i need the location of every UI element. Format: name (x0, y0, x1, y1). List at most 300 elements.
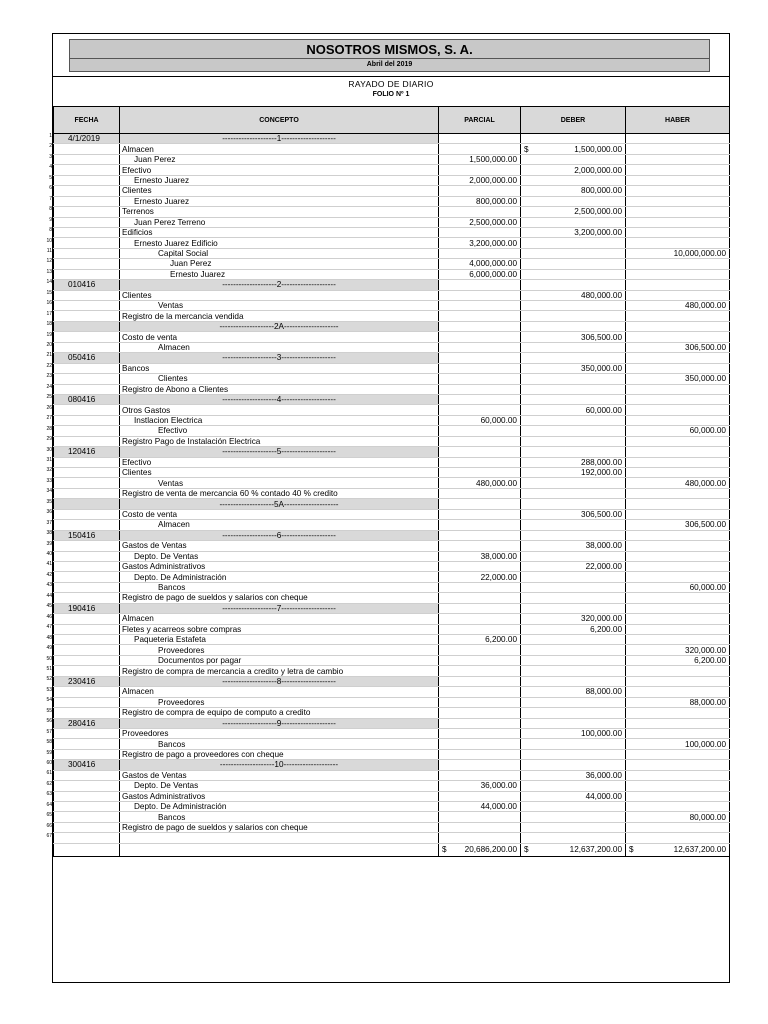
column-header-debe: DEBER (521, 107, 626, 134)
table-row (54, 301, 730, 311)
row-number: 20 (46, 342, 52, 348)
cell-debe (521, 207, 626, 217)
cell-parcial (439, 447, 521, 457)
table-row (54, 436, 730, 446)
row-number: 13 (46, 268, 52, 275)
cell-concepto: Bancos (120, 363, 439, 373)
cell-concepto: Efectivo (120, 426, 439, 436)
cell-debe (521, 217, 626, 227)
cell-fecha (54, 301, 120, 311)
table-row (54, 572, 730, 582)
cell-debe (521, 561, 626, 571)
cell-haber (626, 353, 730, 363)
row-number: 1 (49, 133, 52, 139)
cell-haber (626, 468, 730, 478)
cell-concepto: --------------------2A-------------------- (120, 321, 439, 331)
cell-parcial (439, 697, 521, 707)
cell-haber (626, 144, 730, 154)
table-row (54, 238, 730, 248)
cell-debe (521, 290, 626, 300)
debe-value: 60,000.00 (585, 405, 622, 415)
cell-haber (626, 405, 730, 415)
cell-fecha (54, 415, 120, 425)
cell-concepto: Registro de Abono a Clientes (120, 384, 439, 394)
cell-haber: 306,500.00 (626, 342, 730, 352)
row-number: 48 (46, 634, 52, 641)
cell-parcial (439, 342, 521, 352)
cell-haber (626, 196, 730, 206)
row-number: 21 (46, 352, 52, 359)
cell-fecha (54, 520, 120, 530)
cell-debe (521, 468, 626, 478)
table-row (54, 457, 730, 467)
cell-fecha (54, 363, 120, 373)
cell-fecha (54, 822, 120, 832)
cell-debe (521, 655, 626, 665)
cell-haber (626, 321, 730, 331)
cell-debe (521, 499, 626, 509)
cell-debe (521, 144, 626, 154)
row-number: 36 (46, 509, 52, 516)
total-value: 12,637,200.00 (569, 845, 622, 855)
debe-value: 1,500,000.00 (574, 144, 622, 154)
table-row (54, 635, 730, 645)
cell-haber: 320,000.00 (626, 645, 730, 655)
cell-parcial (439, 749, 521, 759)
cell-parcial (439, 499, 521, 509)
cell-parcial (439, 520, 521, 530)
table-row (54, 530, 730, 540)
debe-value: 100,000.00 (581, 729, 622, 739)
cell-concepto: Almacen (120, 144, 439, 154)
cell-debe (521, 154, 626, 164)
debe-value: 2,500,000.00 (574, 207, 622, 217)
journal-title: RAYADO DE DIARIO (348, 79, 434, 89)
cell-debe (521, 353, 626, 363)
row-number: 9 (49, 216, 52, 223)
row-number: 5 (49, 174, 52, 181)
row-number: 52 (46, 676, 52, 683)
cell-fecha (54, 426, 120, 436)
cell-debe (521, 520, 626, 530)
table-row (54, 175, 730, 185)
cell-parcial: 6,200.00 (439, 635, 521, 645)
row-number: 65 (46, 812, 52, 819)
cell-fecha (54, 165, 120, 175)
cell-debe (521, 708, 626, 718)
row-number: 61 (46, 770, 52, 777)
table-row (54, 770, 730, 780)
cell-haber (626, 822, 730, 832)
cell-debe (521, 833, 626, 843)
cell-debe (521, 666, 626, 676)
table-row (54, 478, 730, 488)
table-row (54, 499, 730, 509)
row-number: 59 (46, 749, 52, 756)
cell-haber (626, 217, 730, 227)
cell-concepto: Almacen (120, 342, 439, 352)
cell-parcial: 2,500,000.00 (439, 217, 521, 227)
cell-haber (626, 593, 730, 603)
debe-value: 38,000.00 (585, 541, 622, 551)
cell-debe (521, 321, 626, 331)
cell-debe (521, 301, 626, 311)
cell-haber: 480,000.00 (626, 478, 730, 488)
table-row (54, 676, 730, 686)
row-number: 45 (46, 603, 52, 610)
cell-parcial (439, 812, 521, 822)
row-number: 42 (46, 571, 52, 578)
totals-blank-fecha (54, 843, 120, 856)
cell-fecha (54, 478, 120, 488)
cell-haber (626, 541, 730, 551)
cell-fecha (54, 405, 120, 415)
debe-value: 22,000.00 (585, 562, 622, 572)
cell-haber (626, 447, 730, 457)
cell-fecha (54, 290, 120, 300)
cell-haber (626, 259, 730, 269)
cell-haber (626, 624, 730, 634)
cell-concepto: --------------------5A-------------------- (120, 499, 439, 509)
cell-concepto: Paqueteria Estafeta (120, 635, 439, 645)
cell-fecha (54, 655, 120, 665)
cell-parcial (439, 227, 521, 237)
cell-fecha (54, 687, 120, 697)
cell-haber: 60,000.00 (626, 582, 730, 592)
column-header-haber: HABER (626, 107, 730, 134)
row-number: 26 (46, 404, 52, 411)
cell-debe (521, 342, 626, 352)
cell-fecha: 120416 (54, 447, 120, 457)
cell-parcial (439, 624, 521, 634)
cell-debe (521, 728, 626, 738)
debe-value: 192,000.00 (581, 468, 622, 478)
cell-haber (626, 635, 730, 645)
row-number: 49 (46, 645, 52, 652)
row-number: 32 (46, 467, 52, 474)
cell-parcial: 44,000.00 (439, 802, 521, 812)
cell-debe (521, 384, 626, 394)
cell-concepto: --------------------4-------------------- (120, 394, 439, 404)
cell-debe (521, 196, 626, 206)
cell-fecha (54, 645, 120, 655)
cell-haber: 80,000.00 (626, 812, 730, 822)
cell-fecha (54, 541, 120, 551)
cell-parcial (439, 509, 521, 519)
cell-fecha (54, 238, 120, 248)
cell-concepto: Efectivo (120, 165, 439, 175)
totals-row (54, 843, 730, 856)
cell-parcial: 2,000,000.00 (439, 175, 521, 185)
cell-haber (626, 457, 730, 467)
cell-fecha (54, 384, 120, 394)
cell-haber: 60,000.00 (626, 426, 730, 436)
debe-value: 306,500.00 (581, 332, 622, 342)
cell-fecha (54, 812, 120, 822)
cell-haber (626, 676, 730, 686)
table-row (54, 488, 730, 498)
cell-fecha (54, 311, 120, 321)
cell-concepto: Gastos Administrativos (120, 791, 439, 801)
table-row (54, 791, 730, 801)
table-row (54, 708, 730, 718)
cell-haber (626, 603, 730, 613)
cell-debe (521, 394, 626, 404)
debe-value: 350,000.00 (581, 363, 622, 373)
currency-symbol: $ (524, 845, 529, 855)
cell-parcial (439, 186, 521, 196)
cell-parcial (439, 394, 521, 404)
period-label: Abril del 2019 (69, 59, 710, 72)
cell-fecha (54, 144, 120, 154)
cell-debe (521, 227, 626, 237)
debe-value: 6,200.00 (590, 624, 622, 634)
currency-symbol: $ (442, 845, 447, 855)
cell-debe (521, 488, 626, 498)
cell-fecha (54, 154, 120, 164)
cell-concepto: Juan Perez (120, 259, 439, 269)
table-row (54, 760, 730, 770)
table-row (54, 321, 730, 331)
row-number: 6 (49, 185, 52, 192)
cell-haber (626, 207, 730, 217)
cell-fecha: 280416 (54, 718, 120, 728)
cell-fecha (54, 582, 120, 592)
table-row (54, 666, 730, 676)
cell-haber (626, 227, 730, 237)
cell-concepto: Registro de compra de mercancia a credito y letra de cambio (120, 666, 439, 676)
row-number: 16 (46, 300, 52, 307)
table-row (54, 551, 730, 561)
cell-concepto: --------------------1-------------------- (120, 134, 439, 144)
cell-parcial (439, 248, 521, 258)
row-number: 43 (46, 582, 52, 589)
cell-fecha (54, 342, 120, 352)
cell-parcial: 800,000.00 (439, 196, 521, 206)
table-row (54, 697, 730, 707)
table-row (54, 802, 730, 812)
cell-parcial (439, 488, 521, 498)
cell-parcial (439, 374, 521, 384)
table-row (54, 603, 730, 613)
row-number: 50 (46, 655, 52, 662)
cell-parcial (439, 321, 521, 331)
cell-debe (521, 697, 626, 707)
table-row (54, 134, 730, 144)
cell-haber (626, 280, 730, 290)
table-row (54, 509, 730, 519)
cell-haber (626, 499, 730, 509)
debe-value: 306,500.00 (581, 509, 622, 519)
row-number: 47 (46, 624, 52, 631)
cell-parcial (439, 760, 521, 770)
cell-concepto: Ventas (120, 478, 439, 488)
cell-haber (626, 290, 730, 300)
debe-value: 800,000.00 (581, 186, 622, 196)
table-row (54, 280, 730, 290)
debe-value: 320,000.00 (581, 614, 622, 624)
cell-haber (626, 186, 730, 196)
cell-fecha (54, 332, 120, 342)
cell-concepto: --------------------10-------------------- (120, 760, 439, 770)
table-row (54, 259, 730, 269)
table-row (54, 645, 730, 655)
cell-concepto: Clientes (120, 290, 439, 300)
column-header-concepto: CONCEPTO (120, 107, 439, 134)
cell-haber (626, 551, 730, 561)
cell-fecha (54, 374, 120, 384)
cell-fecha (54, 436, 120, 446)
row-number: 53 (46, 686, 52, 693)
company-title: NOSOTROS MISMOS, S. A. (69, 39, 710, 59)
row-number: 8 (49, 206, 52, 213)
cell-concepto: Registro de pago de sueldos y salarios con cheque (120, 593, 439, 603)
cell-concepto: Gastos Administrativos (120, 561, 439, 571)
cell-parcial (439, 718, 521, 728)
row-number: 7 (49, 195, 52, 202)
cell-parcial (439, 739, 521, 749)
cell-concepto: --------------------6-------------------- (120, 530, 439, 540)
cell-fecha (54, 593, 120, 603)
total-value: 20,686,200.00 (464, 845, 517, 855)
row-number: 58 (46, 739, 52, 746)
cell-fecha (54, 248, 120, 258)
debe-value: 288,000.00 (581, 457, 622, 467)
cell-parcial: 22,000.00 (439, 572, 521, 582)
cell-debe (521, 530, 626, 540)
cell-concepto: --------------------7-------------------- (120, 603, 439, 613)
cell-concepto: --------------------5-------------------- (120, 447, 439, 457)
row-number: 24 (46, 383, 52, 390)
row-number: 11 (46, 247, 52, 254)
cell-concepto: Costo de venta (120, 509, 439, 519)
cell-concepto: Depto. De Administración (120, 802, 439, 812)
table-row (54, 248, 730, 258)
cell-fecha (54, 708, 120, 718)
cell-haber (626, 134, 730, 144)
row-number: 44 (46, 592, 52, 599)
cell-concepto: Efectivo (120, 457, 439, 467)
cell-fecha (54, 269, 120, 279)
cell-fecha: 190416 (54, 603, 120, 613)
total-debe (521, 843, 626, 856)
row-number: 25 (46, 394, 52, 401)
table-row (54, 728, 730, 738)
cell-concepto: Fletes y acarreos sobre compras (120, 624, 439, 634)
cell-debe (521, 259, 626, 269)
cell-haber (626, 666, 730, 676)
cell-concepto: Registro de pago de sueldos y salarios con cheque (120, 822, 439, 832)
row-number: 22 (46, 362, 52, 369)
row-number: 23 (46, 373, 52, 380)
cell-debe (521, 822, 626, 832)
cell-fecha (54, 666, 120, 676)
cell-concepto: Clientes (120, 374, 439, 384)
cell-concepto: Clientes (120, 186, 439, 196)
cell-parcial (439, 436, 521, 446)
cell-haber (626, 749, 730, 759)
cell-debe (521, 739, 626, 749)
row-number: 67 (46, 833, 52, 840)
row-number: 18 (46, 321, 52, 328)
cell-concepto: Ernesto Juarez (120, 196, 439, 206)
table-row (54, 384, 730, 394)
cell-haber (626, 728, 730, 738)
cell-concepto: Gastos de Ventas (120, 541, 439, 551)
cell-parcial (439, 728, 521, 738)
cell-concepto: Depto. De Administración (120, 572, 439, 582)
cell-debe (521, 269, 626, 279)
cell-fecha (54, 175, 120, 185)
cell-haber (626, 238, 730, 248)
cell-debe (521, 426, 626, 436)
table-row (54, 217, 730, 227)
row-number: 27 (46, 415, 52, 422)
table-row (54, 290, 730, 300)
cell-debe (521, 614, 626, 624)
cell-haber (626, 384, 730, 394)
row-number: 14 (46, 279, 52, 286)
cell-fecha (54, 739, 120, 749)
row-number: 31 (46, 456, 52, 463)
cell-parcial (439, 280, 521, 290)
cell-haber (626, 436, 730, 446)
row-number: 29 (46, 436, 52, 443)
journal-table (53, 106, 730, 857)
cell-fecha: 230416 (54, 676, 120, 686)
table-row (54, 624, 730, 634)
table-row (54, 154, 730, 164)
cell-concepto: Bancos (120, 812, 439, 822)
cell-debe (521, 175, 626, 185)
journal-sheet (52, 33, 730, 983)
row-number: 39 (46, 540, 52, 547)
cell-fecha (54, 468, 120, 478)
table-row (54, 822, 730, 832)
cell-parcial (439, 614, 521, 624)
table-row (54, 541, 730, 551)
table-row (54, 311, 730, 321)
row-number: 8 (49, 227, 52, 234)
cell-debe (521, 332, 626, 342)
row-number: 38 (46, 530, 52, 537)
cell-concepto: Registro Pago de Instalación Electrica (120, 436, 439, 446)
cell-fecha (54, 561, 120, 571)
cell-fecha (54, 572, 120, 582)
cell-debe (521, 572, 626, 582)
cell-haber (626, 561, 730, 571)
cell-concepto: Clientes (120, 468, 439, 478)
cell-concepto: --------------------2-------------------- (120, 280, 439, 290)
row-number: 3 (49, 153, 52, 160)
row-number: 28 (46, 425, 52, 432)
table-row (54, 374, 730, 384)
cell-parcial (439, 593, 521, 603)
cell-fecha: 050416 (54, 353, 120, 363)
cell-fecha (54, 259, 120, 269)
cell-debe (521, 624, 626, 634)
header-divider (53, 76, 729, 77)
debe-value: 480,000.00 (581, 290, 622, 300)
table-row (54, 655, 730, 665)
table-row (54, 196, 730, 206)
cell-debe (521, 447, 626, 457)
cell-debe (521, 718, 626, 728)
cell-debe (521, 582, 626, 592)
row-number: 63 (46, 791, 52, 798)
cell-parcial (439, 468, 521, 478)
cell-debe (521, 551, 626, 561)
